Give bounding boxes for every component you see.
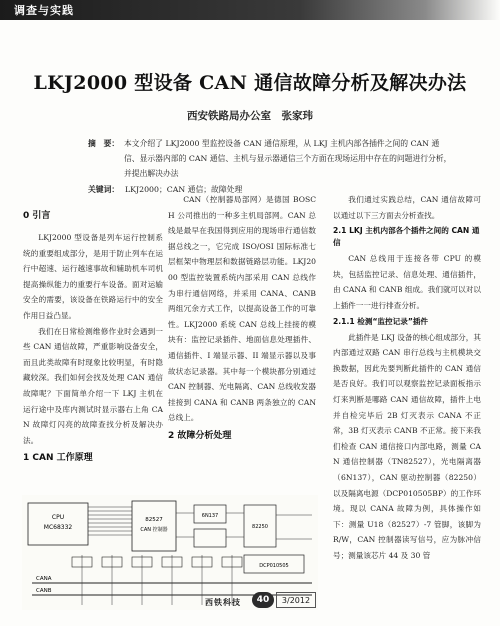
abstract-label: 摘 要： xyxy=(88,139,120,148)
fault-intro-paragraph: 我们通过实践总结，CAN 通信故障可以通过以下三方面去分析查找。 xyxy=(333,195,481,220)
can-principle-paragraph: CAN（控制器局部网）是德国 BOSCH 公司推出的一种多主机局部网。CAN 总线是最早在我国得到应用的现场串行通信数据总线之一，它完成 ISO/OSI 国际标准七层框架中物理层和数据链路层功能。LKJ2000 型监控装置系统内部采用 CAN 总线作为串行通信网络，并采用 CANA、CANB 两组冗余方式工作，以提高设备工作的可靠性。LKJ2000 系统 CAN 总线上挂接的模块有：监控记录插件、地面信息处理插件、通信插件、I 端显示器、II 端显示器以及事故状态记录器。其中每一个模块都分别通过 CAN 控制器、光电隔离、CAN 总线收发器挂接到 CANA 和 CANB 两条独立的 CAN 总线上。 xyxy=(168,195,316,423)
intro-heading: 0 引言 xyxy=(23,211,51,221)
issue-number: 3/2012 xyxy=(276,592,316,608)
can-principle-heading: 1 CAN 工作原理 xyxy=(23,453,93,464)
keywords-label: 关键词： xyxy=(88,185,120,194)
subsection-2-1-1-paragraph: 此插件是 LKJ 设备的核心组成部分，其内部通过双路 CAN 串行总线与主机模块交换数据，因此先要判断此插件的 CAN 通信是否良好。我们可以观察监控记录面板指示灯来判断是哪路 CAN 通信故障，插件上电并自检完毕后 2B 灯灭表示 CANA 不正常，3B 灯灭表示 CANB 不正常。接下来我们检查 CAN 通信接口内部电路，测量 CAN 通信控制器（TN82527），光电隔离器（6N137），CAN 驱动控制器（82250）以及隔离电源（DCP010505BP）的工作环境。现以 CANA 故障为例，具体操作如下：测量 U18（82527）-7 管脚，该脚为 R/W，CAN 控制器读写信号，应为脉冲信号；测量该芯片 44 及 30 管 xyxy=(333,332,481,560)
subsection-2-1-heading: 2.1 LKJ 主机内部各个插件之间的 CAN 通信 xyxy=(333,226,480,248)
figure-label-can-controller: CAN 控制器 xyxy=(140,527,168,533)
column-name: 调查与实践 xyxy=(14,4,74,17)
figure-label-cpu: CPU xyxy=(51,514,65,521)
figure-label-6n137: 6N137 xyxy=(201,513,219,519)
figure-label-cana: CANA xyxy=(36,576,52,582)
intro-paragraph-2: 我们在日常检测维修作业时会遇到一些 CAN 通信故障，严重影响设备安全，而且此类故障有时现象比较明显，有时隐藏较深。我们如何会找及处理 CAN 通信故障呢？下面简单介绍一下 LKJ 主机在运行途中及库内测试时显示器右上角 CAN 故障灯闪亮的故障查找分析及解决办法。 xyxy=(23,326,163,445)
figure-label-mc68332: MC68332 xyxy=(43,524,73,531)
subsection-2-1-paragraph: CAN 总线用于连接各带 CPU 的模块，包括监控记录、信息处理、通信插件，由 CANA 和 CANB 组成。我们就可以对以上插件一一进行排查分析。 xyxy=(333,254,481,310)
paper-authors: 西安铁路局办公室 张家玮 xyxy=(187,110,313,122)
abstract-text: 本文介绍了 LKJ2000 型监控设备 CAN 通信原理，从 LKJ 主机内部各插件之间的 CAN 通信、显示器内部的 CAN 通信、主机与显示器通信三个方面在现场运用中存在的问题进行分析，并提出解决办法 xyxy=(124,139,452,178)
can-circuit-figure xyxy=(22,495,318,610)
column-1 xyxy=(23,230,163,463)
figure-label-canb: CANB xyxy=(36,588,52,594)
keywords-text: LKJ2000；CAN 通信；故障处理 xyxy=(125,185,243,194)
journal-name: 西铁科技 xyxy=(205,598,241,607)
page-number: 40 xyxy=(252,592,274,608)
subsection-2-1-1-heading: 2.1.1 检测“监控记录”插件 xyxy=(333,316,428,326)
figure-label-82527: 82527 xyxy=(145,517,163,523)
figure-label-dcp: DCP010505 xyxy=(259,563,289,569)
column-2 xyxy=(168,192,316,441)
section-ribbon xyxy=(0,0,500,20)
paper-title: LKJ2000 型设备 CAN 通信故障分析及解决办法 xyxy=(33,72,467,94)
figure-label-82250: 82250 xyxy=(252,524,268,530)
intro-paragraph-1: LKJ2000 型设备是列车运行控制系统的重要组成部分，是用于防止列车在运行中超速、运行越速事故和辅助机车司机提高操纵能力的重要行车设备。面对运输安全的需要，该设备在铁路运行中的安全作用日益凸显。 xyxy=(23,233,163,320)
column-3 xyxy=(333,192,481,563)
fault-analysis-heading: 2 故障分析处理 xyxy=(168,430,232,441)
